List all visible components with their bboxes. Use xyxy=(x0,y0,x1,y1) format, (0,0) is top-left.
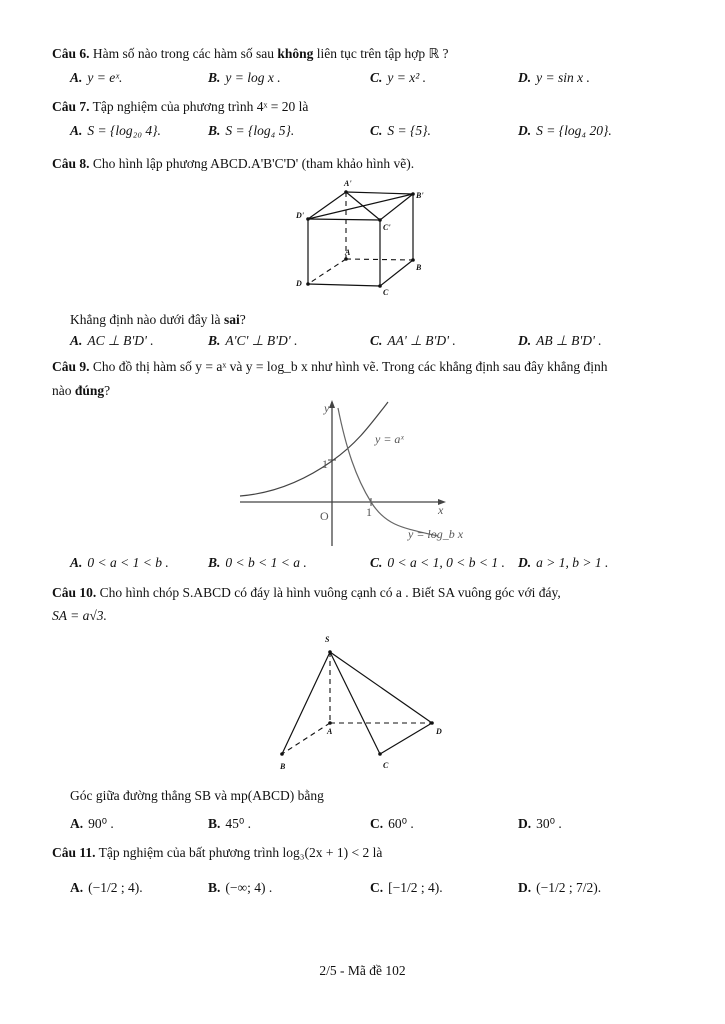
question-10-prompt: Góc giữa đường thẳng SB và mp(ABCD) bằng xyxy=(70,788,324,803)
question-text: liên tục trên tập hợp ℝ ? xyxy=(313,46,449,61)
tick-one-x: 1 xyxy=(366,505,372,519)
label-a: A xyxy=(345,248,351,257)
option-b[interactable]: B. y = log x . xyxy=(208,70,281,85)
label-c: C xyxy=(383,761,389,770)
option-a[interactable]: A. y = eˣ. xyxy=(70,70,123,85)
question-7 xyxy=(52,97,680,116)
origin-label: O xyxy=(320,509,329,523)
option-a[interactable]: A. S = {log₂₀ 4}. xyxy=(70,123,161,138)
option-c[interactable]: C. 60⁰ . xyxy=(370,816,414,831)
option-d[interactable]: D. a > 1, b > 1 . xyxy=(518,555,609,570)
question-text: Hàm số nào trong các hàm số sau xyxy=(89,46,278,61)
q7-options xyxy=(70,123,690,143)
option-a[interactable]: A. 0 < a < 1 < b . xyxy=(70,555,169,570)
label-c: C xyxy=(383,288,389,297)
option-d[interactable]: D. 30⁰ . xyxy=(518,816,562,831)
option-c[interactable]: C. 0 < a < 1, 0 < b < 1 . xyxy=(370,555,505,570)
question-text: Cho hình lập phương ABCD.A'B'C'D' (tham khảo hình vẽ). xyxy=(89,156,415,171)
option-a[interactable]: A. AC ⊥ B'D' . xyxy=(70,333,154,348)
q9-options xyxy=(70,555,690,575)
pyramid-figure xyxy=(272,630,452,778)
question-text: Tập nghiệm của phương trình 4ˣ = 20 là xyxy=(89,99,309,114)
curve-log xyxy=(338,408,438,536)
cube-figure xyxy=(288,176,438,301)
option-c[interactable]: C. AA' ⊥ B'D' . xyxy=(370,333,456,348)
option-b[interactable]: B. A'C' ⊥ B'D' . xyxy=(208,333,298,348)
curve-log-label: y = log_b x xyxy=(408,527,464,541)
question-text: Cho hình chóp S.ABCD có đáy là hình vuông cạnh có a . Biết SA vuông góc với đáy, xyxy=(96,585,561,600)
label-c1: C' xyxy=(383,223,391,232)
exp-log-graph xyxy=(238,398,464,548)
curve-exp-label: y = aˣ xyxy=(375,432,404,446)
question-number: Câu 7. xyxy=(52,99,90,114)
label-d: D xyxy=(436,727,442,736)
question-9-line2: nào đúng? xyxy=(52,383,111,398)
axis-y-label: y xyxy=(324,401,330,415)
label-d: D xyxy=(296,279,302,288)
option-b[interactable]: B. (−∞; 4) . xyxy=(208,880,273,895)
question-11 xyxy=(52,843,680,862)
question-emphasis: không xyxy=(277,46,314,61)
q8-options xyxy=(70,333,690,353)
tick-one-y: 1 xyxy=(322,457,328,471)
q6-options xyxy=(70,70,690,90)
label-b: B xyxy=(280,762,286,771)
question-emphasis: sai xyxy=(223,312,240,327)
option-a[interactable]: A. 90⁰ . xyxy=(70,816,114,831)
option-d[interactable]: D. (−1/2 ; 7/2). xyxy=(518,880,602,895)
question-number: Câu 8. xyxy=(52,156,90,171)
option-b[interactable]: B. 0 < b < 1 < a . xyxy=(208,555,307,570)
question-10-line2: SA = a√3. xyxy=(52,608,107,623)
option-a[interactable]: A. (−1/2 ; 4). xyxy=(70,880,143,895)
label-b1: B' xyxy=(416,191,424,200)
question-8 xyxy=(52,154,680,173)
curve-exp xyxy=(240,402,388,496)
question-9 xyxy=(52,357,680,376)
option-c[interactable]: C. [−1/2 ; 4). xyxy=(370,880,443,895)
question-number: Câu 6. xyxy=(52,46,90,61)
question-text: Cho đồ thị hàm số y = aˣ và y = log_b x như hình vẽ. Trong các khẳng định sau đây khẳng định xyxy=(89,359,608,374)
label-a: A xyxy=(327,727,333,736)
option-c[interactable]: C. S = {5}. xyxy=(370,123,431,138)
label-b: B xyxy=(416,263,422,272)
label-a1: A' xyxy=(344,179,352,188)
question-emphasis: đúng xyxy=(74,383,105,398)
question-10 xyxy=(52,583,680,602)
option-b[interactable]: B. S = {log₄ 5}. xyxy=(208,123,295,138)
option-b[interactable]: B. 45⁰ . xyxy=(208,816,252,831)
question-number: Câu 9. xyxy=(52,359,90,374)
page-footer: 2/5 - Mã đề 102 xyxy=(319,963,406,978)
question-number: Câu 11. xyxy=(52,845,96,860)
label-s: S xyxy=(325,635,330,644)
label-d1: D' xyxy=(296,211,304,220)
option-d[interactable]: D. AB ⊥ B'D' . xyxy=(518,333,602,348)
q10-options xyxy=(70,816,690,836)
question-8-prompt: Khẳng định nào dưới đây là sai? xyxy=(70,312,246,327)
question-text: Tập nghiệm của bất phương trình log₃(2x + 1) < 2 là xyxy=(95,845,383,860)
option-d[interactable]: D. y = sin x . xyxy=(518,70,590,85)
q11-options xyxy=(70,880,690,900)
question-6 xyxy=(52,44,680,63)
option-c[interactable]: C. y = x² . xyxy=(370,70,427,85)
option-d[interactable]: D. S = {log₄ 20}. xyxy=(518,123,612,138)
axis-x-label: x xyxy=(438,503,444,517)
question-number: Câu 10. xyxy=(52,585,97,600)
